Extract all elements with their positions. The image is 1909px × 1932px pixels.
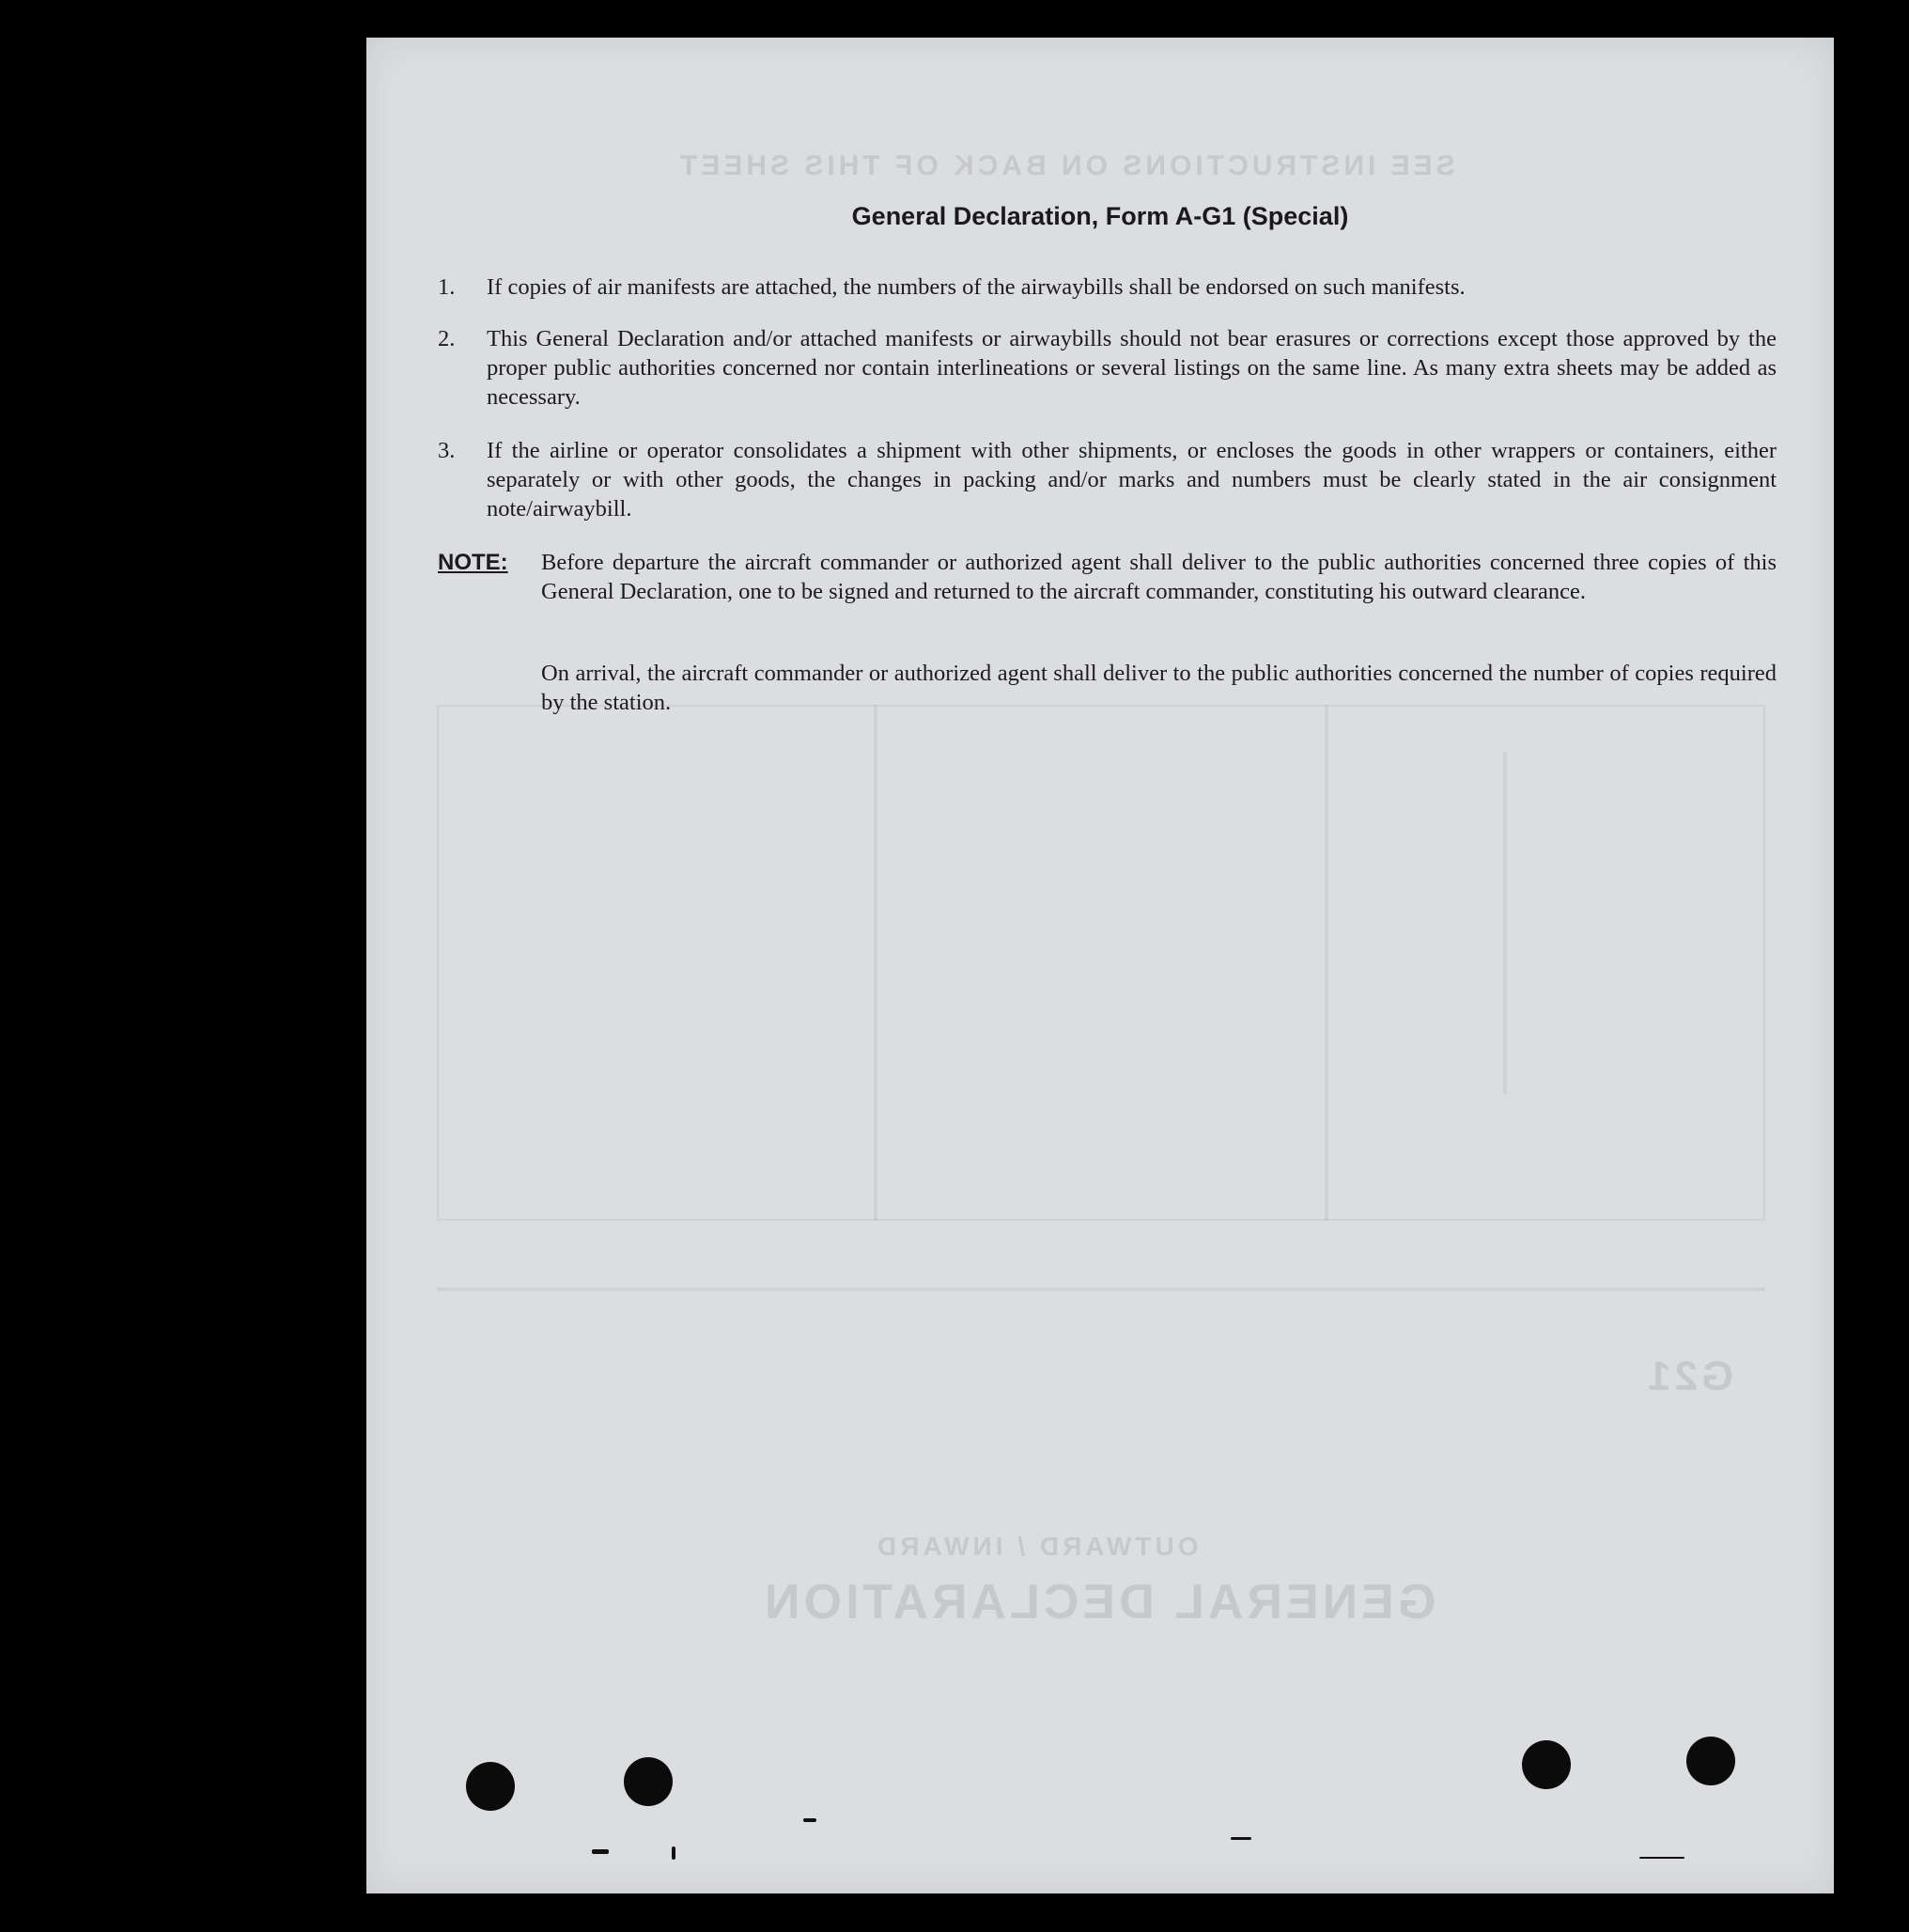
instruction-item-2 <box>438 324 1777 412</box>
item-number: 2. <box>438 326 456 351</box>
note-label: NOTE: <box>438 550 508 575</box>
bleed-through-title: GENERAL DECLARATION <box>761 1575 1436 1629</box>
note-paragraph-2: On arrival, the aircraft commander or authorized agent shall deliver to the public authorities concerned the number of copies required by the station. <box>541 661 1777 715</box>
item-number: 1. <box>438 274 456 300</box>
bleed-through-column-2 <box>1325 705 1328 1221</box>
speck-mark <box>803 1818 816 1822</box>
punch-hole-4 <box>1686 1737 1735 1785</box>
item-text: If copies of air manifests are attached, the numbers of the airwaybills shall be endorsed on such manifests. <box>487 274 1466 300</box>
bleed-through-column-3 <box>1503 752 1507 1094</box>
note-block <box>438 548 1777 606</box>
item-text: If the airline or operator consolidates a shipment with other shipments, or encloses the goods in other wrappers or containers, either separately or with other goods, the changes in packing and/or marks and numbers must be clearly stated in the air consignment note/airwaybill. <box>487 438 1777 522</box>
document-page <box>366 38 1834 1893</box>
punch-hole-1 <box>466 1762 515 1811</box>
speck-mark <box>1231 1837 1251 1840</box>
item-number: 3. <box>438 438 456 463</box>
speck-mark <box>672 1846 675 1860</box>
bleed-through-form-code: G21 <box>1644 1353 1734 1399</box>
instruction-item-3 <box>438 436 1777 523</box>
bleed-through-header: SEE INSTRUCTIONS ON BACK OF THIS SHEET <box>676 150 1455 181</box>
bleed-through-column-1 <box>874 705 877 1221</box>
note-block-2 <box>438 659 1777 717</box>
instruction-item-1 <box>438 273 1777 302</box>
punch-hole-2 <box>624 1757 673 1806</box>
punch-hole-3 <box>1522 1740 1571 1789</box>
bleed-through-table <box>437 705 1765 1221</box>
speck-mark <box>592 1849 609 1854</box>
speck-mark <box>1639 1857 1684 1859</box>
item-text: This General Declaration and/or attached manifests or airwaybills should not bear erasures or corrections except those approved by the proper public authorities concerned nor contain interlineations or several listings on the same line. As many extra sheets may be added as necessary. <box>487 326 1777 410</box>
note-paragraph-1: Before departure the aircraft commander or authorized agent shall deliver to the public authorities concerned three copies of this General Declaration, one to be signed and returned to the aircraft commander, constituting his outward clearance. <box>541 550 1777 604</box>
bleed-through-rule <box>437 1287 1765 1291</box>
form-title: General Declaration, Form A-G1 (Special) <box>851 202 1349 230</box>
bleed-through-subtitle: OUTWARD / INWARD <box>874 1532 1199 1561</box>
